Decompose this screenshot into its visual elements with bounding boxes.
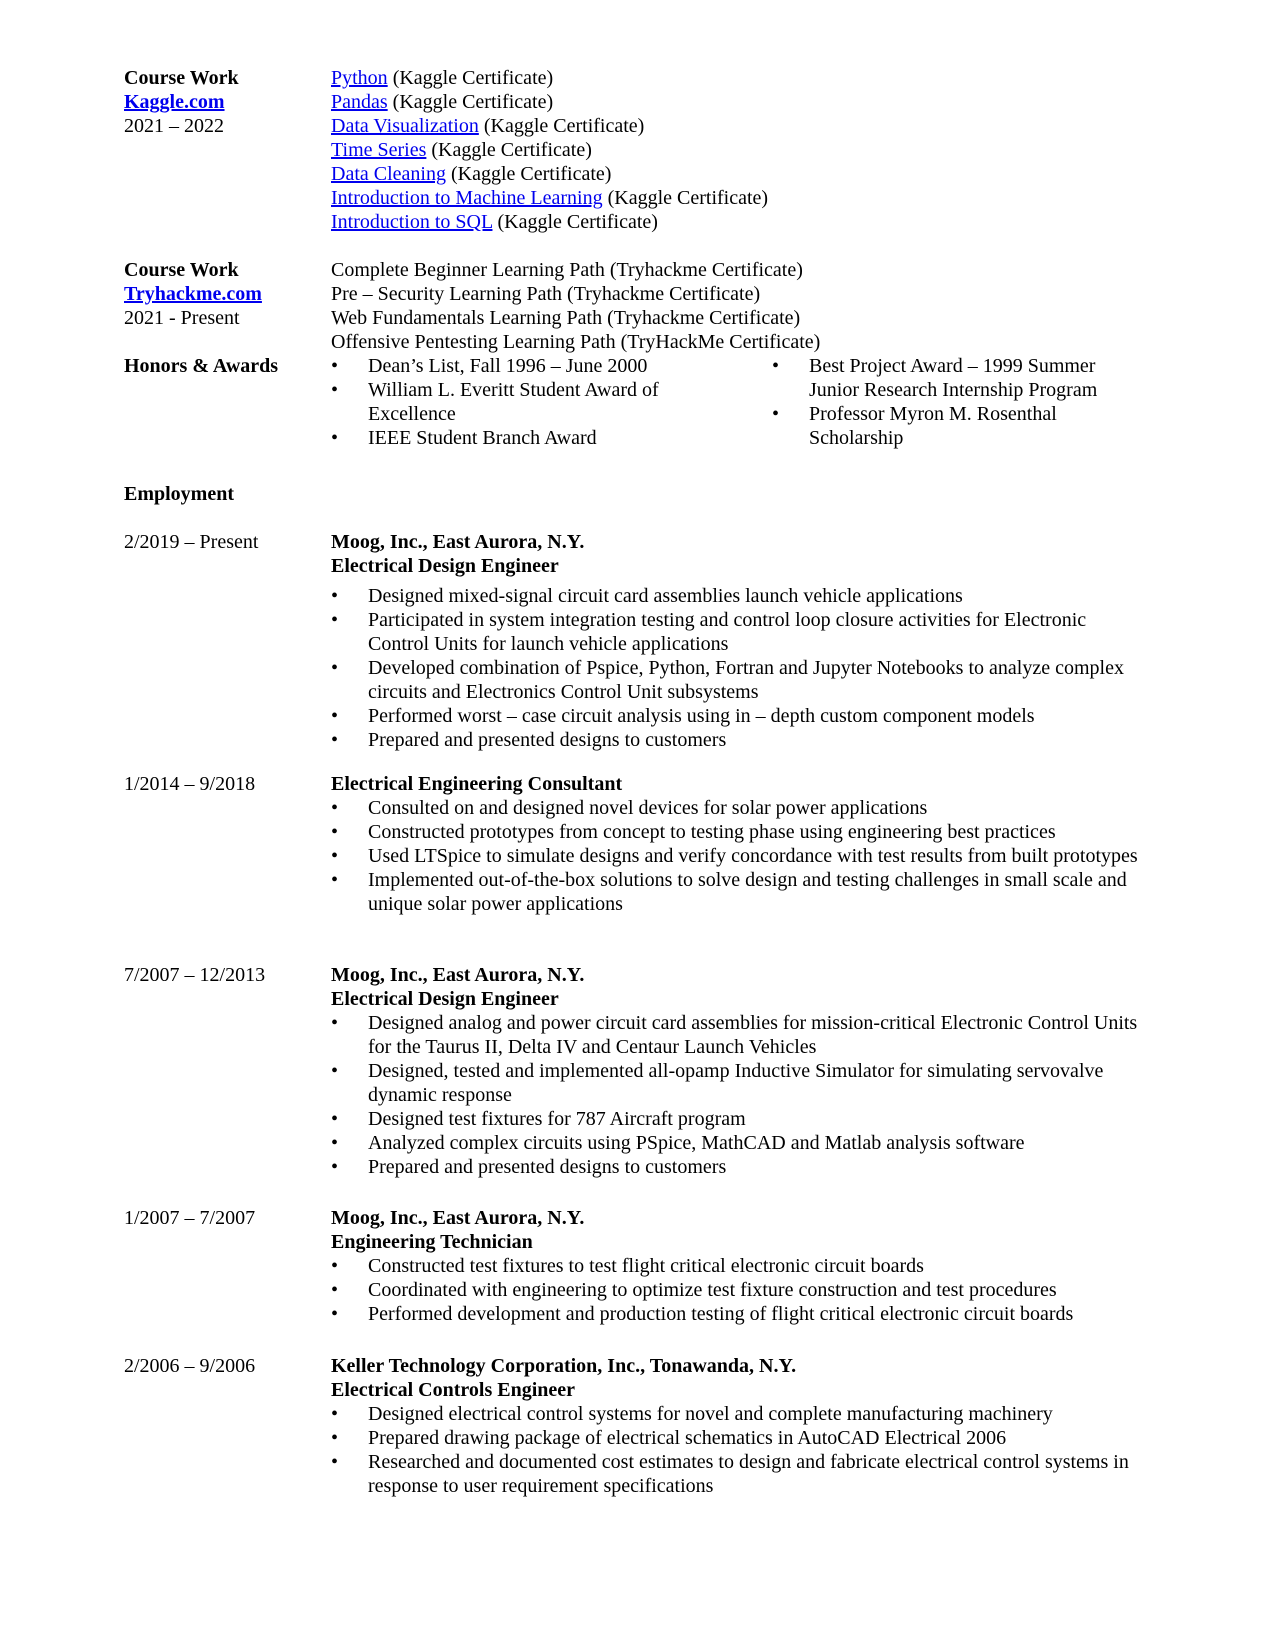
job-title: Electrical Design Engineer: [331, 555, 559, 577]
job-duty: • Designed, tested and implemented all-opamp Inductive Simulator for simulating servovalve dynamic response: [331, 1060, 1104, 1106]
job-duty: • Designed mixed-signal circuit card assemblies launch vehicle applications: [331, 585, 963, 607]
learning-path-item: Web Fundamentals Learning Path (Tryhackme Certificate): [331, 307, 801, 329]
course-link-data-visualization[interactable]: Data Visualization: [331, 115, 479, 137]
job-duties: [331, 1402, 1151, 1498]
job-duty: • Consulted on and designed novel devices for solar power applications: [331, 797, 928, 819]
kaggle-heading: Course Work: [124, 67, 239, 89]
job-duties: [331, 1254, 1151, 1326]
bullet-icon: •: [331, 869, 339, 891]
job-duty: • Prepared drawing package of electrical schematics in AutoCAD Electrical 2006: [331, 1427, 1007, 1449]
course-item: Time Series (Kaggle Certificate): [331, 139, 592, 161]
bullet-icon: •: [331, 585, 339, 607]
bullet-icon: •: [772, 403, 780, 425]
learning-path-item: Complete Beginner Learning Path (Tryhackme Certificate): [331, 259, 803, 281]
job-title: Electrical Engineering Consultant: [331, 773, 623, 795]
bullet-icon: •: [331, 1255, 339, 1277]
job-duty: • Researched and documented cost estimates to design and fabricate electrical control systems in response to user requirement specifications: [331, 1451, 1129, 1497]
honors-list-left: [331, 354, 731, 450]
job-dates: 2/2006 – 9/2006: [124, 1355, 256, 1377]
course-item: Introduction to Machine Learning (Kaggle Certificate): [331, 187, 769, 209]
course-link-time-series[interactable]: Time Series: [331, 139, 427, 161]
course-item: Python (Kaggle Certificate): [331, 67, 554, 89]
honor-item: • Best Project Award – 1999 Summer Junior Research Internship Program: [772, 355, 1098, 401]
job-title: Electrical Design Engineer: [331, 988, 559, 1010]
job-duty: • Designed electrical control systems for novel and complete manufacturing machinery: [331, 1403, 1053, 1425]
bullet-icon: •: [331, 1303, 339, 1325]
bullet-icon: •: [331, 821, 339, 843]
kaggle-dates: 2021 – 2022: [124, 115, 224, 137]
job-dates: 1/2007 – 7/2007: [124, 1207, 256, 1229]
bullet-icon: •: [331, 355, 339, 377]
kaggle-course-meta: [124, 66, 324, 138]
job-duty: • Coordinated with engineering to optimize test fixture construction and test procedures: [331, 1279, 1057, 1301]
job-company: Moog, Inc., East Aurora, N.Y.: [331, 1207, 585, 1229]
bullet-icon: •: [331, 1403, 339, 1425]
course-item: Data Visualization (Kaggle Certificate): [331, 115, 645, 137]
bullet-icon: •: [331, 427, 339, 449]
job-duty: • Prepared and presented designs to customers: [331, 1156, 727, 1178]
job-duty: • Participated in system integration testing and control loop closure activities for Electronic Control Units for launch vehicle applications: [331, 609, 1087, 655]
bullet-icon: •: [331, 1156, 339, 1178]
course-link-pandas[interactable]: Pandas: [331, 91, 388, 113]
job-duties: [331, 1011, 1151, 1179]
job-duty: • Performed development and production testing of flight critical electronic circuit boards: [331, 1303, 1074, 1325]
course-item: Introduction to SQL (Kaggle Certificate): [331, 211, 658, 233]
job-duty: • Designed test fixtures for 787 Aircraft program: [331, 1108, 746, 1130]
course-item: Data Cleaning (Kaggle Certificate): [331, 163, 612, 185]
bullet-icon: •: [331, 797, 339, 819]
job-duties: [331, 796, 1151, 916]
employment-heading: Employment: [124, 483, 234, 505]
honor-item: • Professor Myron M. Rosenthal Scholarship: [772, 403, 1057, 449]
honor-item: • IEEE Student Branch Award: [331, 427, 597, 449]
tryhackme-heading: Course Work: [124, 259, 239, 281]
bullet-icon: •: [331, 1108, 339, 1130]
job-duty: • Performed worst – case circuit analysis using in – depth custom component models: [331, 705, 1035, 727]
honors-heading: Honors & Awards: [124, 355, 279, 377]
job-company: Moog, Inc., East Aurora, N.Y.: [331, 531, 585, 553]
bullet-icon: •: [331, 705, 339, 727]
bullet-icon: •: [331, 1427, 339, 1449]
learning-path-item: Pre – Security Learning Path (Tryhackme Certificate): [331, 283, 761, 305]
course-link-intro-sql[interactable]: Introduction to SQL: [331, 211, 493, 233]
job-dates: 1/2014 – 9/2018: [124, 773, 256, 795]
job-company: Keller Technology Corporation, Inc., Tonawanda, N.Y.: [331, 1355, 797, 1377]
job-duty: • Constructed test fixtures to test flight critical electronic circuit boards: [331, 1255, 924, 1277]
bullet-icon: •: [331, 609, 339, 631]
honors-list-right: [772, 354, 1132, 450]
bullet-icon: •: [331, 845, 339, 867]
bullet-icon: •: [331, 1451, 339, 1473]
job-dates: 7/2007 – 12/2013: [124, 964, 266, 986]
tryhackme-site-link[interactable]: Tryhackme.com: [124, 283, 262, 305]
bullet-icon: •: [331, 379, 339, 401]
job-duty: • Implemented out-of-the-box solutions to solve design and testing challenges in small scale and unique solar power applications: [331, 869, 1127, 915]
bullet-icon: •: [331, 729, 339, 751]
course-link-intro-ml[interactable]: Introduction to Machine Learning: [331, 187, 603, 209]
job-title: Electrical Controls Engineer: [331, 1379, 576, 1401]
job-duty: • Developed combination of Pspice, Python, Fortran and Jupyter Notebooks to analyze complex circuits and Electronics Control Unit subsystems: [331, 657, 1124, 703]
job-duty: • Used LTSpice to simulate designs and verify concordance with test results from built prototypes: [331, 845, 1138, 867]
honor-item: • Dean’s List, Fall 1996 – June 2000: [331, 355, 648, 377]
tryhackme-path-list: [331, 258, 1151, 354]
course-link-python[interactable]: Python: [331, 67, 388, 89]
job-dates: 2/2019 – Present: [124, 531, 259, 553]
bullet-icon: •: [331, 1132, 339, 1154]
course-link-data-cleaning[interactable]: Data Cleaning: [331, 163, 446, 185]
bullet-icon: •: [331, 657, 339, 679]
kaggle-course-list: [331, 66, 1151, 234]
bullet-icon: •: [331, 1012, 339, 1034]
bullet-icon: •: [331, 1060, 339, 1082]
job-duties: [331, 584, 1151, 752]
job-duty: • Prepared and presented designs to customers: [331, 729, 727, 751]
job-title: Engineering Technician: [331, 1231, 533, 1253]
job-company: Moog, Inc., East Aurora, N.Y.: [331, 964, 585, 986]
bullet-icon: •: [772, 355, 780, 377]
job-duty: • Analyzed complex circuits using PSpice, MathCAD and Matlab analysis software: [331, 1132, 1025, 1154]
tryhackme-dates: 2021 - Present: [124, 307, 240, 329]
tryhackme-course-meta: [124, 258, 324, 330]
job-duty: • Constructed prototypes from concept to testing phase using engineering best practices: [331, 821, 1056, 843]
course-item: Pandas (Kaggle Certificate): [331, 91, 554, 113]
learning-path-item: Offensive Pentesting Learning Path (TryHackMe Certificate): [331, 331, 821, 353]
bullet-icon: •: [331, 1279, 339, 1301]
kaggle-site-link[interactable]: Kaggle.com: [124, 91, 225, 113]
honor-item: • William L. Everitt Student Award of Excellence: [331, 379, 659, 425]
job-duty: • Designed analog and power circuit card assemblies for mission-critical Electronic Control Units for the Taurus II, Delta IV and Centaur Launch Vehicles: [331, 1012, 1138, 1058]
